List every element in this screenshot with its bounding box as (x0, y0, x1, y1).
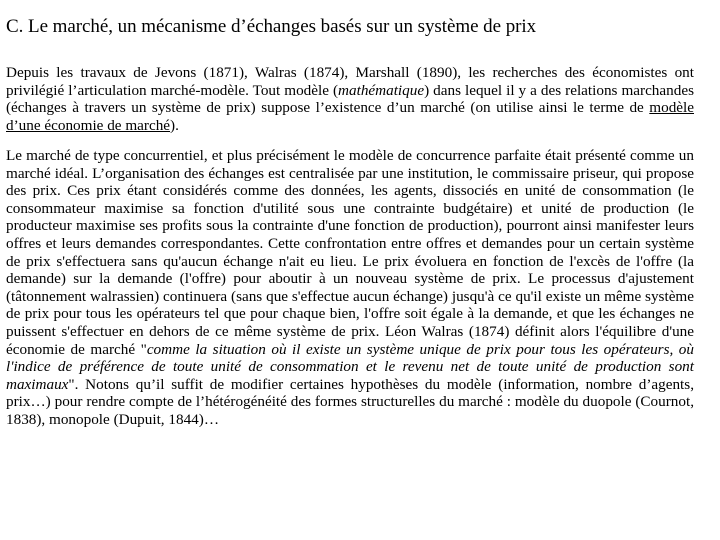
walras-quote: comme la situation où il existe un système unique de prix pour tous les opérateurs, où l'indice de préférence de toute unité de consommation et le revenu net de toute unité de production sont maximaux (6, 340, 694, 393)
paragraph-2-text-c: ". Notons qu’il suffit de modifier certaines hypothèses du modèle (information, nombre d’agents, prix…) pour rendre compte de l’hétérogénéité des formes structurelles du marché : modèle du duopole (Cournot, 1838), monopole (Dupuit, 1844)… (6, 375, 694, 428)
paragraph-perfect-competition (6, 147, 694, 429)
italic-mathematique: mathématique (338, 81, 425, 99)
section-title: C. Le marché, un mécanisme d’échanges basés sur un système de prix (6, 16, 537, 37)
paragraph-1-text-a: Depuis les travaux de Jevons (1871), Walras (1874), Marshall (1890), les recherches des économistes ont privilégié l’articulation marché-modèle. Tout modèle ( (6, 64, 694, 99)
paragraph-1-text-e: ). (170, 116, 179, 134)
underlined-term: modèle d’une économie de marché (6, 99, 694, 134)
paragraph-2-text-a: Le marché de type concurrentiel, et plus précisément le modèle de concurrence parfaite était présenté comme un marché idéal. L’organisation des échanges est centralisée par une institution, le commissaire priseur, qui propose des prix. Ces prix étant considérés comme des données, les agents, dissociés en unité de consommation (le consommateur maximise sa fonction d'utilité sous une contrainte budgétaire) et unité de production (le producteur maximise ses profits sous la contrainte d'une fonction de production), pourront ainsi manifester leurs offres et leurs demandes correspondantes. Cette confrontation entre offres et demandes pour un certain système de prix s'effectuera sans qu'aucun échange n'ait eu lieu. Le prix évoluera en fonction de l'excès de l'offre (la demande) sur la demande (l'offre) pour aboutir à un nouveau système de prix. Le processus d'ajustement (tâtonnement walrassien) continuera (sans que s'effectue aucun échange) jusqu'à ce qu'il existe un même système de prix pour tous les opérateurs tel que pour chaque bien, l'offre soit égale à la demande, et que les échanges ne puissent s'effectuer en dehors de ce même système de prix. Léon Walras (1874) définit alors l'équilibre d'une économie de marché " (6, 147, 694, 358)
paragraph-market-model (6, 64, 694, 134)
paragraph-1-text-c: ) dans lequel il y a des relations marchandes (échanges à travers un système de prix) suppose l’existence d’un marché (on utilise ainsi le terme de (6, 81, 694, 117)
